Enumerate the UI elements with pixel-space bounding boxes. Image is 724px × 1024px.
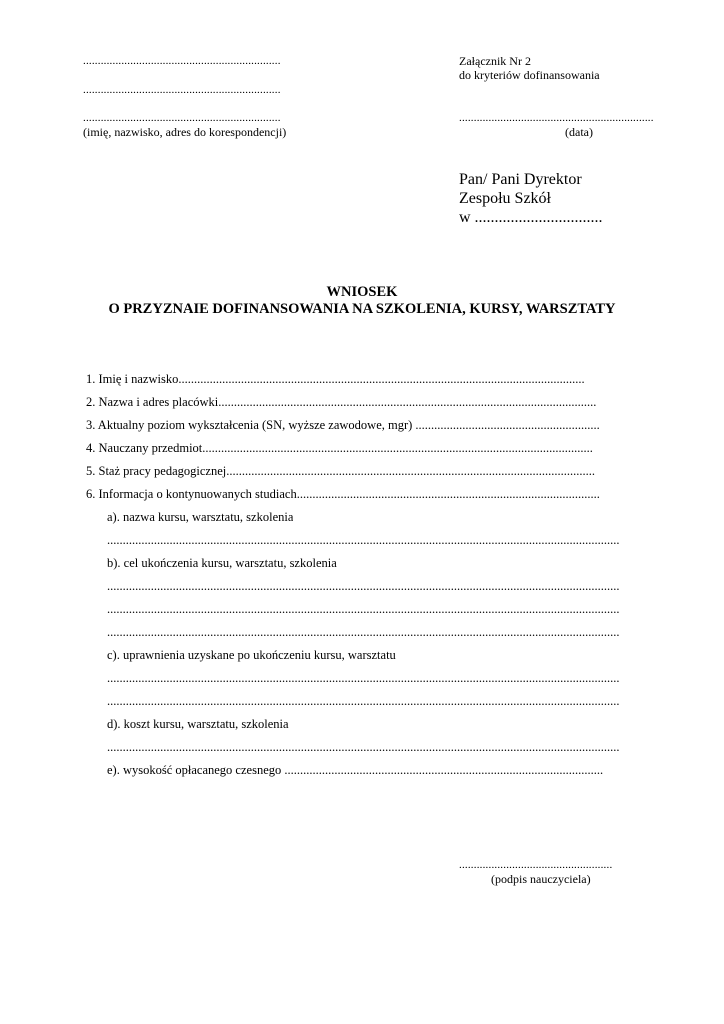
sub-item-e[interactable]: e). wysokość opłacanego czesnego ......................................................................................................	[107, 764, 604, 777]
sub-item-b-line-3[interactable]: ....................................................................................................................................................................	[107, 626, 620, 639]
form-item-education[interactable]: 3. Aktualny poziom wykształcenia (SN, wyższe zawodowe, mgr) ...........................................................	[86, 419, 600, 432]
date-line[interactable]: ..................................................................	[459, 113, 654, 124]
sender-line-1[interactable]: ...................................................................	[83, 56, 281, 67]
signature-caption: (podpis nauczyciela)	[491, 872, 591, 886]
signature-line[interactable]: ....................................................	[459, 860, 613, 871]
sub-item-b-label: b). cel ukończenia kursu, warsztatu, szkolenia	[107, 557, 337, 570]
annex-label: Załącznik Nr 2	[459, 54, 531, 68]
sub-item-d-label: d). koszt kursu, warsztatu, szkolenia	[107, 718, 289, 731]
sub-item-d-line[interactable]: ....................................................................................................................................................................	[107, 741, 620, 754]
addressee-line-2: Zespołu Szkół	[459, 190, 551, 207]
document-title: WNIOSEK	[326, 284, 398, 300]
sub-item-b-line-2[interactable]: ....................................................................................................................................................................	[107, 603, 620, 616]
form-item-school[interactable]: 2. Nazwa i adres placówki.........................................................................................................................	[86, 396, 597, 409]
form-item-studies[interactable]: 6. Informacja o kontynuowanych studiach.................................................................................................	[86, 488, 600, 501]
sub-item-c-label: c). uprawnienia uzyskane po ukończeniu kursu, warsztatu	[107, 649, 396, 662]
form-item-seniority[interactable]: 5. Staż pracy pedagogicznej......................................................................................................................	[86, 465, 595, 478]
addressee-line-1: Pan/ Pani Dyrektor	[459, 171, 582, 188]
document-subtitle: O PRZYZNAIE DOFINANSOWANIA NA SZKOLENIA, KURSY, WARSZTATY	[108, 301, 616, 317]
sub-item-b-line-1[interactable]: ....................................................................................................................................................................	[107, 580, 620, 593]
annex-sublabel: do kryteriów dofinansowania	[459, 68, 600, 82]
sub-item-a-label: a). nazwa kursu, warsztatu, szkolenia	[107, 511, 294, 524]
sub-item-c-line-1[interactable]: ....................................................................................................................................................................	[107, 672, 620, 685]
sender-line-2[interactable]: ...................................................................	[83, 85, 281, 96]
addressee-line-3[interactable]: w ................................	[459, 209, 603, 226]
form-item-name[interactable]: 1. Imię i nazwisko..................................................................................................................................	[86, 373, 585, 386]
form-item-subject[interactable]: 4. Nauczany przedmiot.............................................................................................................................	[86, 442, 593, 455]
sender-caption: (imię, nazwisko, adres do korespondencji)	[83, 125, 287, 139]
date-caption: (data)	[565, 125, 593, 139]
sub-item-c-line-2[interactable]: ....................................................................................................................................................................	[107, 695, 620, 708]
sender-line-3[interactable]: ...................................................................	[83, 113, 281, 124]
sub-item-a-line[interactable]: ....................................................................................................................................................................	[107, 534, 620, 547]
